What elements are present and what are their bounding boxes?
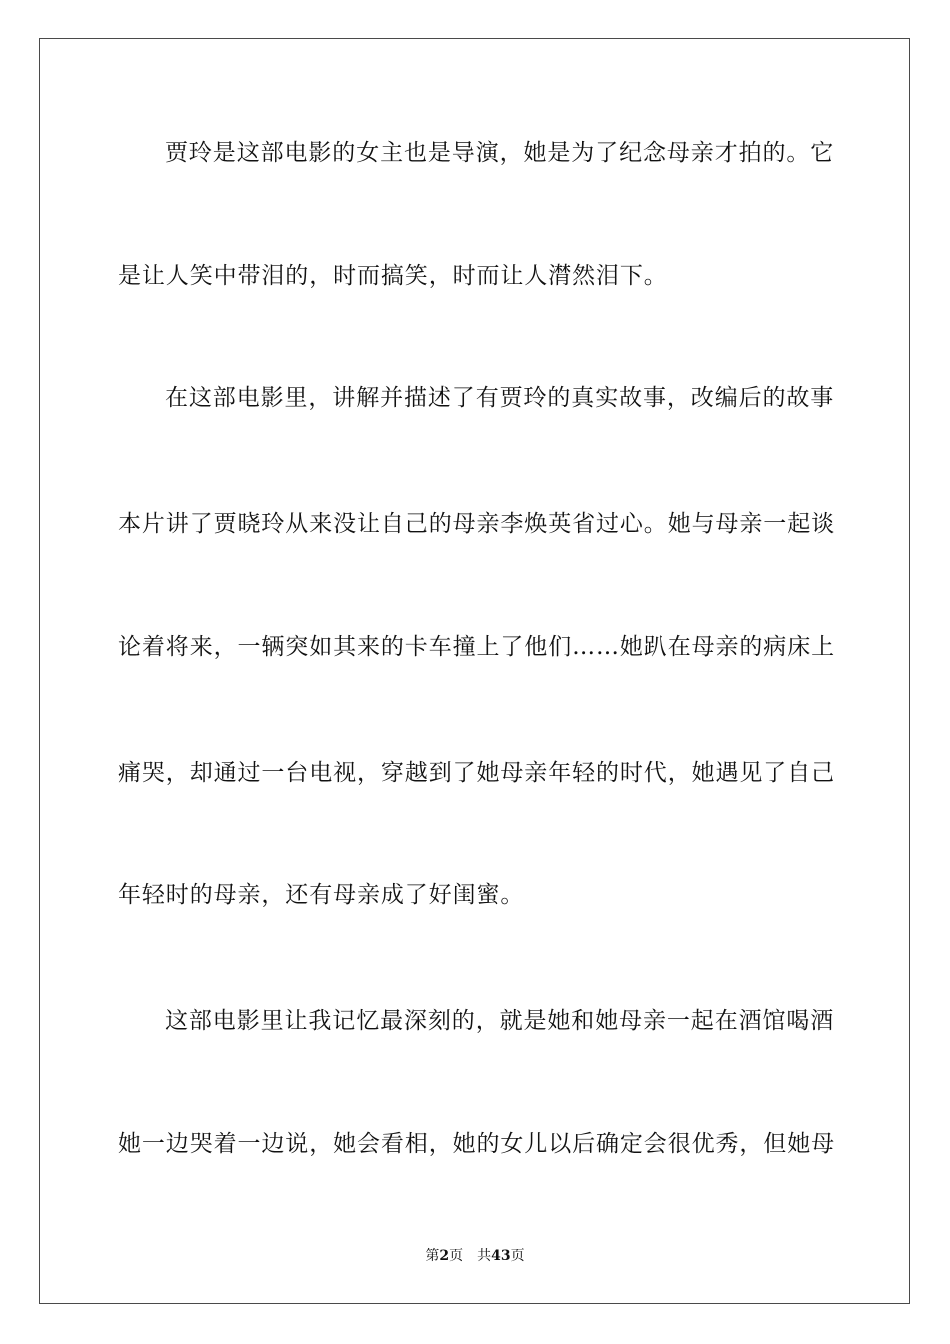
paragraph-line-1: 贾玲是这部电影的女主也是导演，她是为了纪念母亲才拍的。它 bbox=[165, 140, 835, 166]
footer-page-suffix: 页 bbox=[449, 1248, 464, 1264]
footer-total-suffix: 页 bbox=[510, 1248, 525, 1264]
paragraph-line-4: 本片讲了贾晓玲从来没让自己的母亲李焕英省过心。她与母亲一起谈 bbox=[118, 511, 835, 537]
page-border bbox=[39, 38, 910, 1304]
footer-page-prefix: 第 bbox=[425, 1248, 440, 1264]
page-footer bbox=[0, 1246, 950, 1266]
paragraph-line-5: 论着将来，一辆突如其来的卡车撞上了他们……她趴在母亲的病床上 bbox=[118, 634, 835, 660]
paragraph-line-2: 是让人笑中带泪的，时而搞笑，时而让人潸然泪下。 bbox=[118, 263, 668, 289]
paragraph-line-7: 年轻时的母亲，还有母亲成了好闺蜜。 bbox=[118, 882, 525, 908]
paragraph-line-3: 在这部电影里，讲解并描述了有贾玲的真实故事，改编后的故事 bbox=[165, 385, 835, 411]
paragraph-line-8: 这部电影里让我记忆最深刻的，就是她和她母亲一起在酒馆喝酒 bbox=[165, 1008, 835, 1034]
paragraph-line-9: 她一边哭着一边说，她会看相，她的女儿以后确定会很优秀，但她母 bbox=[118, 1131, 835, 1157]
footer-total-pages: 43 bbox=[491, 1248, 511, 1264]
paragraph-line-6: 痛哭，却通过一台电视，穿越到了她母亲年轻的时代，她遇见了自己 bbox=[118, 760, 835, 786]
footer-page-number: 2 bbox=[439, 1248, 450, 1264]
footer-total-prefix: 共 bbox=[477, 1248, 492, 1264]
